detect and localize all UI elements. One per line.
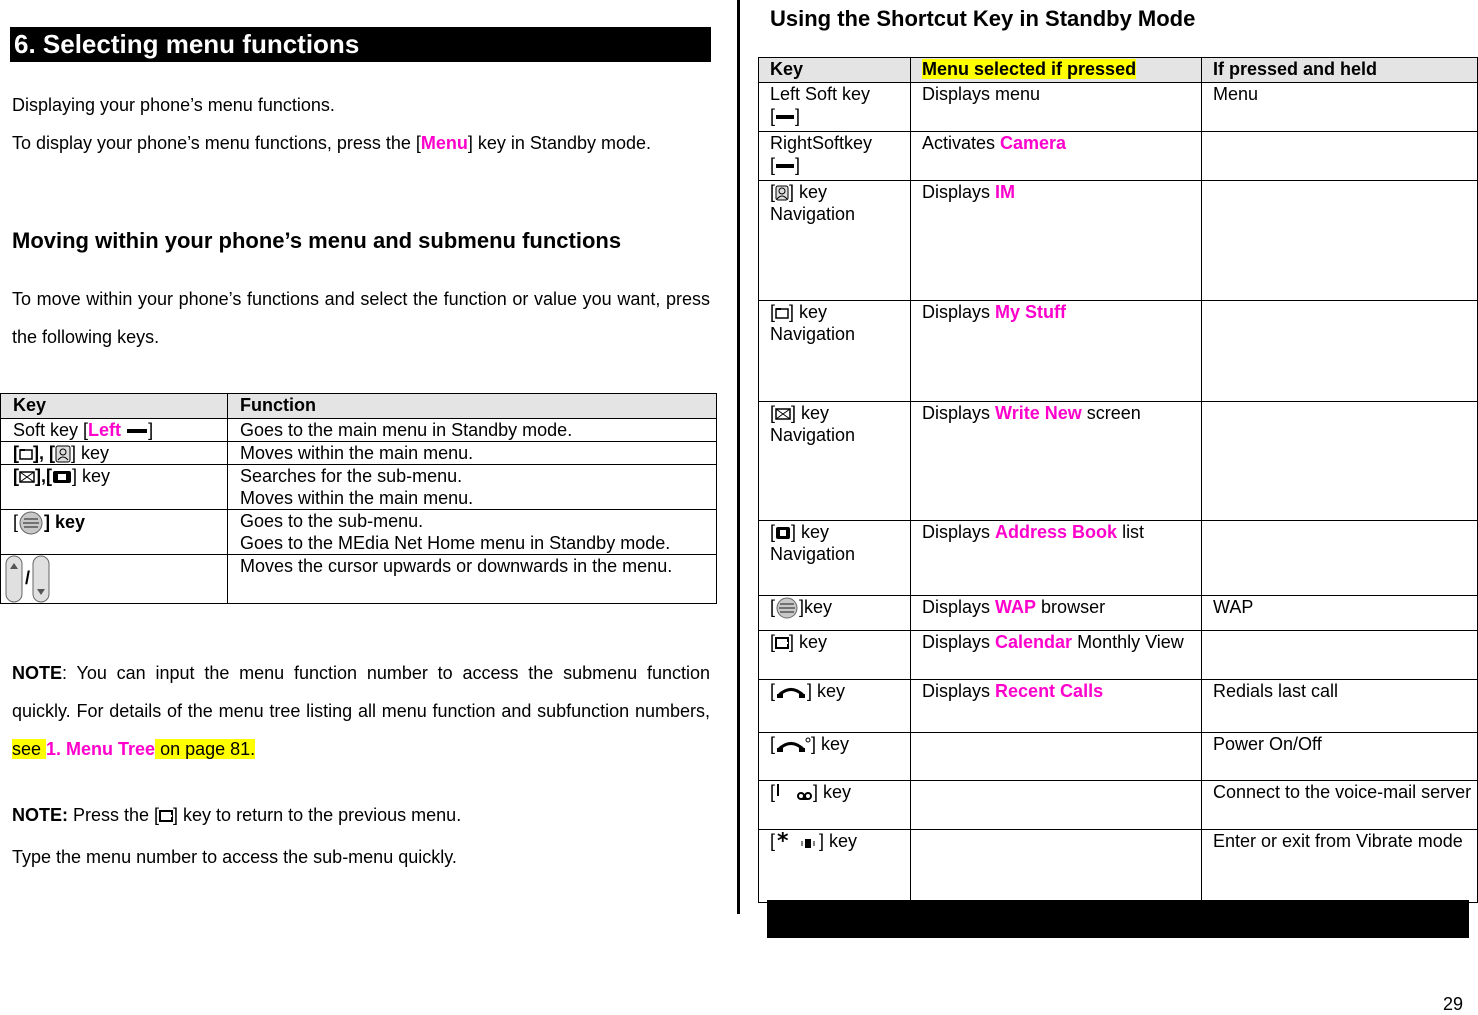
held-cell: Menu bbox=[1202, 83, 1478, 132]
pressed-highlight: My Stuff bbox=[995, 302, 1067, 322]
pressed-cell bbox=[911, 631, 1202, 680]
key-prefix: [ bbox=[770, 155, 776, 175]
held-cell: Redials last call bbox=[1202, 680, 1478, 733]
table-row bbox=[759, 301, 1478, 402]
held-cell bbox=[1202, 301, 1478, 402]
key-suffix: ] key bbox=[791, 522, 830, 542]
key-cell bbox=[1, 442, 228, 465]
star-vibrate-key-icon bbox=[775, 832, 819, 852]
pressed-text: Displays bbox=[922, 597, 996, 617]
pressed-text: Displays bbox=[922, 182, 996, 202]
header-pressed-label: Menu selected if pressed bbox=[922, 59, 1137, 79]
key-cell bbox=[759, 733, 911, 781]
pressed-text: Displays bbox=[922, 302, 996, 322]
key-cell bbox=[759, 680, 911, 733]
key-suffix: ] key bbox=[789, 632, 828, 652]
key-suffix: ] key bbox=[789, 302, 828, 322]
header-held: If pressed and held bbox=[1202, 58, 1478, 83]
key-function-table bbox=[0, 393, 717, 604]
held-cell: Connect to the voice-mail server bbox=[1202, 781, 1478, 830]
send-key-icon bbox=[775, 685, 807, 699]
key-suffix: ] key bbox=[811, 734, 850, 754]
pressed-cell bbox=[911, 781, 1202, 830]
key-mid: ], [ bbox=[33, 443, 55, 463]
table-row bbox=[759, 733, 1478, 781]
volume-up-icon bbox=[3, 555, 25, 603]
header-function: Function bbox=[228, 394, 717, 419]
key-suffix: ] bbox=[148, 420, 154, 440]
section-title: 6. Selecting menu functions bbox=[10, 27, 711, 62]
display-text-before: To display your phone’s menu functions, press the [ bbox=[12, 133, 421, 153]
table-row bbox=[759, 402, 1478, 521]
key-suffix: ] key bbox=[44, 511, 86, 532]
shortcut-table bbox=[758, 57, 1478, 903]
moving-heading: Moving within your phone’s menu and submenu functions bbox=[12, 228, 622, 253]
key-prefix: [ bbox=[770, 522, 776, 542]
key-suffix: ] bbox=[795, 106, 801, 126]
pressed-text: Displays bbox=[922, 403, 996, 423]
key-suffix: ] key bbox=[72, 466, 111, 486]
end-key-icon bbox=[775, 737, 811, 753]
soft-key-icon bbox=[775, 113, 795, 121]
pressed-text: Displays bbox=[922, 632, 996, 652]
key-cell bbox=[759, 132, 911, 181]
key-prefix: [ bbox=[13, 511, 19, 532]
address-book-icon bbox=[775, 526, 791, 540]
function-line: Goes to the sub-menu. bbox=[240, 511, 424, 531]
note-type-number-text: Type the menu number to access the sub-menu quickly. bbox=[12, 847, 457, 867]
pressed-cell bbox=[911, 402, 1202, 521]
pressed-cell bbox=[911, 301, 1202, 402]
key-suffix: ] key bbox=[71, 443, 110, 463]
pressed-text: Displays bbox=[922, 522, 996, 542]
shortcut-title: Using the Shortcut Key in Standby Mode bbox=[770, 6, 1196, 31]
key-mid: ],[ bbox=[35, 466, 52, 486]
key-cell bbox=[1, 555, 228, 604]
pressed-text: Activates bbox=[922, 133, 1001, 153]
held-cell bbox=[1202, 631, 1478, 680]
pressed-cell bbox=[911, 830, 1202, 903]
key-prefix: [ bbox=[13, 443, 19, 463]
key-line bbox=[770, 154, 910, 176]
table-row bbox=[759, 132, 1478, 181]
key-prefix: [ bbox=[770, 106, 776, 126]
note-submenu-text bbox=[12, 654, 710, 768]
ok-key-icon bbox=[18, 510, 44, 536]
key-mid: / bbox=[25, 567, 31, 588]
note-text: Press the [ bbox=[68, 805, 160, 825]
pressed-highlight: Calendar bbox=[995, 632, 1073, 652]
table-row bbox=[759, 631, 1478, 680]
note-text: : You can input the menu function number to access the submenu function quickly. For details of the menu tree listing all menu function and subfunction numbers, bbox=[12, 663, 710, 721]
message-icon bbox=[19, 470, 35, 484]
key-cell bbox=[759, 521, 911, 596]
table-row bbox=[1, 510, 717, 555]
table-row bbox=[759, 596, 1478, 631]
table-row bbox=[759, 181, 1478, 301]
pressed-text: Displays bbox=[922, 681, 996, 701]
key-line: Navigation bbox=[770, 544, 856, 564]
pressed-highlight: IM bbox=[995, 182, 1016, 202]
ok-key-icon bbox=[775, 596, 799, 620]
key-prefix: [ bbox=[770, 302, 776, 322]
held-cell: WAP bbox=[1202, 596, 1478, 631]
clear-key-icon bbox=[775, 636, 789, 650]
pressed-highlight: Camera bbox=[1000, 133, 1067, 153]
pressed-highlight: Write New bbox=[995, 403, 1082, 423]
key-line bbox=[770, 301, 910, 323]
pressed-cell bbox=[911, 181, 1202, 301]
header-pressed bbox=[911, 58, 1202, 83]
key-prefix: [ bbox=[770, 782, 776, 802]
page-number: 29 bbox=[1443, 994, 1464, 1014]
table-row bbox=[1, 419, 717, 442]
key-line: Navigation bbox=[770, 204, 856, 224]
table-row bbox=[759, 781, 1478, 830]
key-line bbox=[770, 105, 910, 127]
voicemail-key-icon bbox=[775, 783, 813, 803]
pressed-after: list bbox=[1117, 522, 1145, 542]
held-cell bbox=[1202, 521, 1478, 596]
note-label: NOTE bbox=[12, 663, 63, 683]
key-suffix: ] key bbox=[807, 681, 846, 701]
key-cell bbox=[759, 596, 911, 631]
function-cell: Moves the cursor upwards or downwards in the menu. bbox=[228, 555, 717, 604]
pressed-cell bbox=[911, 521, 1202, 596]
pressed-cell bbox=[911, 132, 1202, 181]
function-cell: Moves within the main menu. bbox=[228, 442, 717, 465]
intro-text: Displaying your phone’s menu functions. bbox=[12, 95, 335, 115]
header-key: Key bbox=[1, 394, 228, 419]
key-prefix: Soft key [ bbox=[13, 420, 89, 440]
key-cell bbox=[759, 830, 911, 903]
key-cell bbox=[759, 181, 911, 301]
column-divider bbox=[737, 0, 740, 914]
pressed-highlight: Address Book bbox=[995, 522, 1118, 542]
function-line: Moves within the main menu. bbox=[240, 488, 474, 508]
header-key: Key bbox=[759, 58, 911, 83]
note-clear-key-text bbox=[12, 800, 710, 830]
soft-key-icon bbox=[775, 162, 795, 170]
pressed-highlight: WAP bbox=[995, 597, 1037, 617]
soft-key-icon bbox=[126, 427, 148, 435]
key-prefix: [ bbox=[770, 681, 776, 701]
clear-key-icon bbox=[159, 809, 173, 823]
pressed-cell: Displays menu bbox=[911, 83, 1202, 132]
key-cell bbox=[759, 402, 911, 521]
menu-key-label: Menu bbox=[420, 133, 468, 153]
function-cell bbox=[228, 465, 717, 510]
key-prefix: [ bbox=[770, 597, 776, 617]
function-cell bbox=[228, 510, 717, 555]
key-cell bbox=[1, 510, 228, 555]
key-line bbox=[770, 181, 910, 203]
svg-text:*: * bbox=[777, 832, 789, 853]
table-header-row bbox=[1, 394, 717, 419]
key-line: Navigation bbox=[770, 324, 856, 344]
key-suffix: ] key bbox=[813, 782, 852, 802]
table-row bbox=[759, 521, 1478, 596]
key-cell bbox=[1, 419, 228, 442]
key-prefix: [ bbox=[770, 632, 776, 652]
pressed-highlight: Recent Calls bbox=[995, 681, 1104, 701]
note-label: NOTE: bbox=[12, 805, 68, 825]
left-key-label: Left bbox=[88, 420, 122, 440]
key-line bbox=[770, 402, 910, 424]
table-row bbox=[1, 555, 717, 604]
function-line: Searches for the sub-menu. bbox=[240, 466, 463, 486]
pressed-after: screen bbox=[1081, 403, 1141, 423]
function-cell: Goes to the main menu in Standby mode. bbox=[228, 419, 717, 442]
held-cell bbox=[1202, 132, 1478, 181]
key-cell bbox=[759, 781, 911, 830]
table-row bbox=[1, 465, 717, 510]
table-row bbox=[1, 442, 717, 465]
key-cell bbox=[1, 465, 228, 510]
pressed-after: Monthly View bbox=[1072, 632, 1184, 652]
held-cell bbox=[1202, 402, 1478, 521]
key-line: RightSoftkey bbox=[770, 133, 873, 153]
key-prefix: [ bbox=[770, 831, 776, 851]
function-line: Goes to the MEdia Net Home menu in Standby mode. bbox=[240, 533, 671, 553]
key-suffix: ] key bbox=[819, 831, 858, 851]
key-suffix: ] bbox=[795, 155, 801, 175]
pressed-cell bbox=[911, 680, 1202, 733]
key-suffix: ] key bbox=[791, 403, 830, 423]
key-prefix: [ bbox=[770, 182, 776, 202]
table-header-row bbox=[759, 58, 1478, 83]
key-line: Left Soft key bbox=[770, 84, 871, 104]
key-prefix: [ bbox=[770, 403, 776, 423]
im-icon bbox=[775, 185, 789, 201]
pressed-after: browser bbox=[1036, 597, 1106, 617]
table-row bbox=[759, 830, 1478, 903]
page-ref-text: on page 81. bbox=[155, 739, 256, 759]
key-line bbox=[770, 521, 910, 543]
my-stuff-icon bbox=[19, 447, 33, 461]
key-line: Navigation bbox=[770, 425, 856, 445]
key-suffix: ] key bbox=[789, 182, 828, 202]
im-icon bbox=[55, 445, 71, 463]
key-suffix: ]key bbox=[799, 597, 833, 617]
menu-tree-link[interactable]: 1. Menu Tree bbox=[46, 739, 156, 759]
note-text: ] key to return to the previous menu. bbox=[173, 805, 462, 825]
table-row bbox=[759, 680, 1478, 733]
pressed-cell bbox=[911, 596, 1202, 631]
key-prefix: [ bbox=[770, 734, 776, 754]
volume-down-icon bbox=[30, 555, 52, 603]
see-text: see bbox=[12, 739, 47, 759]
display-menu-text bbox=[12, 124, 710, 162]
key-cell bbox=[759, 83, 911, 132]
display-text-after: ] key in Standby mode. bbox=[467, 133, 652, 153]
key-prefix: [ bbox=[13, 466, 19, 486]
move-text: To move within your phone’s functions and select the function or value you want, press the following keys. bbox=[12, 289, 710, 347]
key-cell bbox=[759, 301, 911, 402]
held-cell: Power On/Off bbox=[1202, 733, 1478, 781]
address-book-icon bbox=[52, 470, 72, 484]
held-cell: Enter or exit from Vibrate mode bbox=[1202, 830, 1478, 903]
footer-black-bar bbox=[767, 900, 1469, 938]
table-row bbox=[759, 83, 1478, 132]
held-cell bbox=[1202, 181, 1478, 301]
pressed-cell bbox=[911, 733, 1202, 781]
key-cell bbox=[759, 631, 911, 680]
my-stuff-icon bbox=[775, 306, 789, 320]
message-icon bbox=[775, 407, 791, 421]
